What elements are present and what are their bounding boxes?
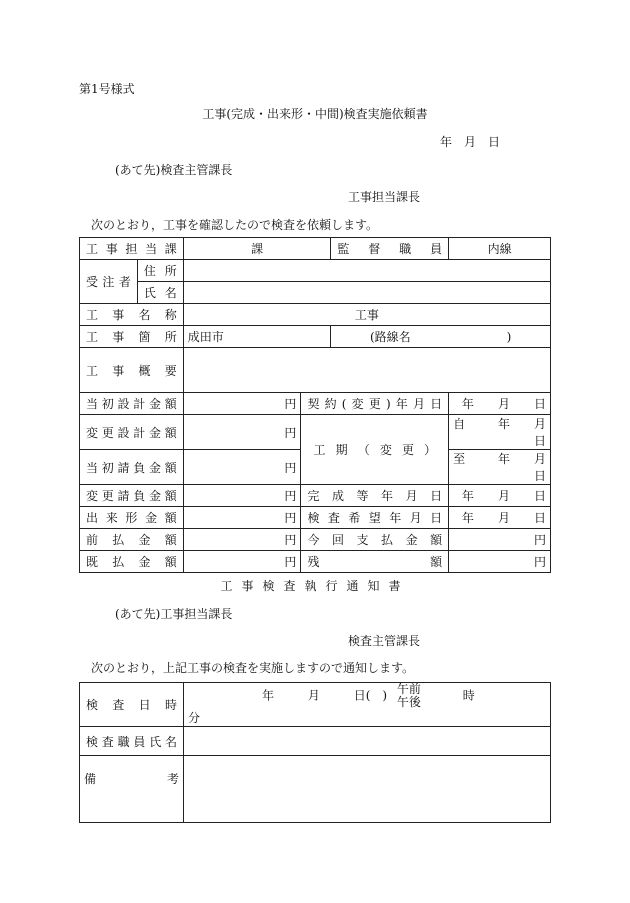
contract-date-label: 契約(変更)年月日 bbox=[301, 393, 449, 415]
completion-date[interactable]: 年 月 日 bbox=[449, 485, 551, 507]
balance-label: 残額 bbox=[301, 551, 449, 573]
dept-unit: 課 bbox=[183, 238, 331, 260]
initial-contract-amount[interactable]: 円 bbox=[183, 450, 301, 485]
notice-intro: 次のとおり，上記工事の検査を実施しますので通知します。 bbox=[91, 661, 415, 675]
changed-design-amount[interactable]: 円 bbox=[183, 415, 301, 450]
inspector-name-field[interactable] bbox=[184, 727, 551, 756]
completion-date-label: 完成等年月日 bbox=[301, 485, 449, 507]
name-label: 氏名 bbox=[137, 282, 183, 304]
inspection-date-field[interactable]: 年 月 日( ) 午前 午後 時 分 bbox=[184, 683, 551, 727]
balance-amount[interactable]: 円 bbox=[449, 551, 551, 573]
advance-label: 前払金額 bbox=[80, 529, 184, 551]
notice-sender: 検査主管課長 bbox=[348, 634, 421, 648]
work-name-field[interactable]: 工事 bbox=[183, 304, 550, 326]
remarks-field[interactable] bbox=[184, 756, 551, 823]
advance-amount[interactable]: 円 bbox=[183, 529, 301, 551]
progress-amount[interactable]: 円 bbox=[183, 507, 301, 529]
outline-field[interactable] bbox=[183, 348, 550, 393]
period-to[interactable]: 至 年 月 日 bbox=[449, 450, 551, 485]
route-name: (路線名 ) bbox=[331, 326, 551, 348]
inspection-date-label: 検査日時 bbox=[80, 683, 184, 727]
inspector-label: 監督職員 bbox=[331, 238, 449, 260]
notice-title: 工事検査執行通知書 bbox=[220, 579, 410, 593]
extension-cell: 内線 bbox=[449, 238, 551, 260]
address-label: 住所 bbox=[137, 260, 183, 282]
paid-label: 既払金額 bbox=[80, 551, 184, 573]
pm-label: 午後 bbox=[396, 695, 421, 709]
location-label: 工事箇所 bbox=[80, 326, 184, 348]
changed-contract-amount[interactable]: 円 bbox=[183, 485, 301, 507]
contractor-label: 受注者 bbox=[80, 260, 138, 304]
progress-amount-label: 出来形金額 bbox=[80, 507, 184, 529]
location-city: 成田市 bbox=[183, 326, 331, 348]
intro-text: 次のとおり，工事を確認したので検査を依頼します。 bbox=[91, 218, 379, 232]
this-payment-amount[interactable]: 円 bbox=[449, 529, 551, 551]
request-table bbox=[79, 237, 551, 573]
initial-design-amount[interactable]: 円 bbox=[183, 393, 301, 415]
sender: 工事担当課長 bbox=[348, 190, 421, 204]
paid-amount[interactable]: 円 bbox=[183, 551, 301, 573]
form-number: 第1号様式 bbox=[79, 82, 135, 96]
inspector-name-label: 検査職員氏名 bbox=[80, 727, 184, 756]
document-title: 工事(完成・出来形・中間)検査実施依頼書 bbox=[202, 107, 428, 121]
this-payment-label: 今回支払金額 bbox=[301, 529, 449, 551]
name-field[interactable] bbox=[183, 282, 550, 304]
initial-contract-label: 当初請負金額 bbox=[80, 450, 184, 485]
work-name-label: 工事名称 bbox=[80, 304, 184, 326]
changed-contract-label: 変更請負金額 bbox=[80, 485, 184, 507]
outline-label: 工事概要 bbox=[80, 348, 184, 393]
notice-table bbox=[79, 682, 551, 823]
addressee: (あて先)検査主管課長 bbox=[115, 163, 233, 177]
address-field[interactable] bbox=[183, 260, 550, 282]
requested-date[interactable]: 年 月 日 bbox=[449, 507, 551, 529]
requested-date-label: 検査希望年月日 bbox=[301, 507, 449, 529]
request-date: 年 月 日 bbox=[440, 135, 501, 149]
initial-design-label: 当初設計金額 bbox=[80, 393, 184, 415]
am-label: 午前 bbox=[396, 682, 421, 696]
notice-addressee: (あて先)工事担当課長 bbox=[115, 607, 233, 621]
period-label: 工期（変更） bbox=[301, 415, 449, 485]
changed-design-label: 変更設計金額 bbox=[80, 415, 184, 450]
remarks-label: 備 考 bbox=[80, 756, 184, 823]
dept-label: 工事担当課 bbox=[80, 238, 184, 260]
period-from[interactable]: 自 年 月 日 bbox=[449, 415, 551, 450]
contract-date[interactable]: 年 月 日 bbox=[449, 393, 551, 415]
